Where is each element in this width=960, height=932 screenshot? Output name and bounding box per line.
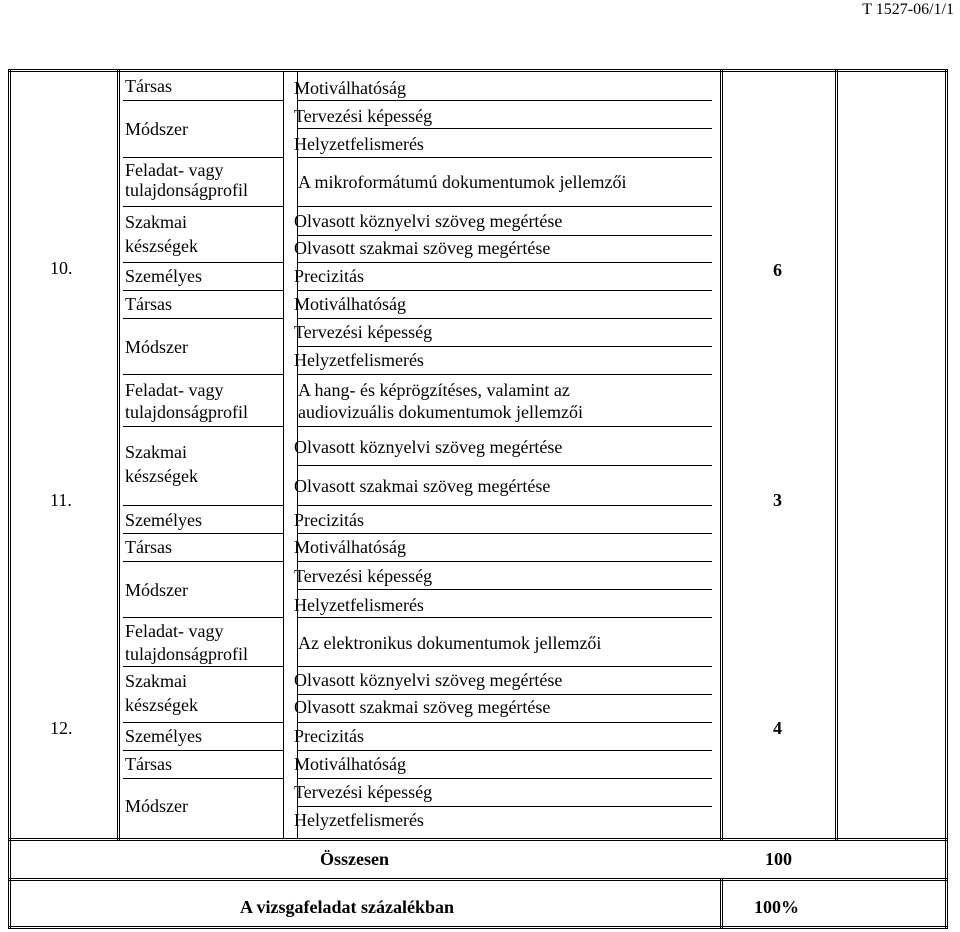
item-label: Olvasott szakmai szöveg megértése (294, 238, 551, 258)
percentage-label: A vizsgafeladat százalékban (240, 897, 454, 917)
percentage-value: 100% (754, 897, 799, 917)
item-label: Precizitás (294, 510, 364, 530)
item-label: Precizitás (294, 726, 364, 746)
profile-text: A hang- és képrögzítéses, valamint az (298, 380, 570, 400)
item-label: Helyzetfelismerés (294, 350, 424, 370)
category-label: Szakmai (125, 671, 187, 691)
category-label: Társas (125, 76, 172, 96)
category-label: Társas (125, 294, 172, 314)
item-label: Motiválhatóság (294, 78, 406, 98)
category-label: Társas (125, 754, 172, 774)
category-label: Szakmai (125, 212, 187, 232)
item-label: Olvasott köznyelvi szöveg megértése (294, 211, 563, 231)
item-label: Helyzetfelismerés (294, 810, 424, 830)
category-label: Személyes (125, 266, 202, 286)
category-label: tulajdonságprofil (125, 402, 248, 422)
category-label: Szakmai (125, 442, 187, 462)
item-label: Tervezési képesség (294, 566, 433, 586)
category-label: készségek (125, 236, 198, 256)
row-number: 11. (50, 490, 72, 510)
category-label: Feladat- vagy (125, 380, 224, 400)
item-label: Olvasott köznyelvi szöveg megértése (294, 670, 563, 690)
item-label: Tervezési képesség (294, 106, 433, 126)
row-score: 3 (773, 490, 782, 510)
item-label: Motiválhatóság (294, 294, 406, 314)
category-label: Módszer (125, 796, 188, 816)
item-label: Motiválhatóság (294, 537, 406, 557)
category-label: Feladat- vagy (125, 160, 224, 180)
item-label: Tervezési képesség (294, 322, 433, 342)
item-label: Olvasott szakmai szöveg megértése (294, 476, 551, 496)
item-label: Motiválhatóság (294, 754, 406, 774)
row-number: 10. (50, 258, 73, 278)
category-label: tulajdonságprofil (125, 644, 248, 664)
item-label: Tervezési képesség (294, 782, 433, 802)
category-label: Társas (125, 537, 172, 557)
category-label: készségek (125, 695, 198, 715)
item-label: Olvasott szakmai szöveg megértése (294, 697, 551, 717)
profile-text: A mikroformátumú dokumentumok jellemzői (298, 172, 627, 192)
category-label: Módszer (125, 119, 188, 139)
row-score: 6 (773, 260, 782, 280)
item-label: Olvasott köznyelvi szöveg megértése (294, 437, 563, 457)
row-score: 4 (773, 718, 782, 738)
item-label: Helyzetfelismerés (294, 595, 424, 615)
category-label: tulajdonságprofil (125, 180, 248, 200)
total-label: Összesen (320, 849, 389, 869)
row-number: 12. (50, 718, 73, 738)
category-label: Személyes (125, 726, 202, 746)
category-label: készségek (125, 466, 198, 486)
category-label: Módszer (125, 580, 188, 600)
profile-text: Az elektronikus dokumentumok jellemzői (298, 633, 602, 653)
category-label: Feladat- vagy (125, 621, 224, 641)
profile-text: audiovizuális dokumentumok jellemzői (298, 402, 583, 422)
document-code: T 1527-06/1/1 (862, 1, 954, 18)
category-label: Személyes (125, 510, 202, 530)
item-label: Helyzetfelismerés (294, 134, 424, 154)
total-value: 100 (765, 849, 792, 869)
item-label: Precizitás (294, 266, 364, 286)
category-label: Módszer (125, 337, 188, 357)
